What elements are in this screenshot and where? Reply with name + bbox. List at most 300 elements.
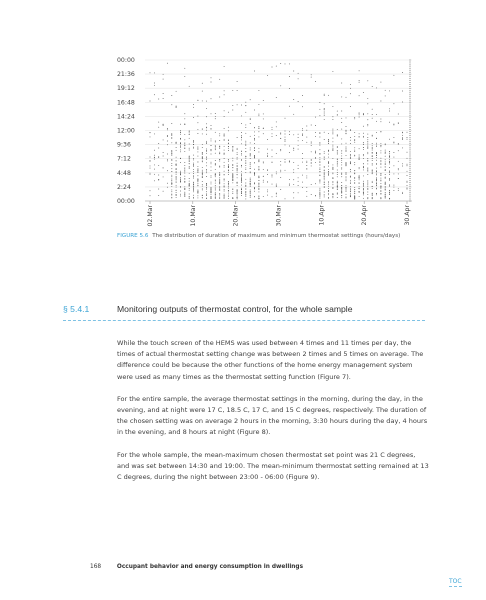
data-point	[180, 196, 181, 197]
data-point	[306, 165, 307, 166]
data-point	[163, 176, 164, 177]
data-point	[215, 180, 216, 181]
data-point	[241, 137, 242, 138]
data-point	[267, 181, 268, 182]
data-point	[376, 180, 377, 181]
data-point	[350, 176, 351, 177]
data-point	[224, 153, 225, 154]
data-point	[337, 194, 338, 195]
data-point	[276, 153, 277, 154]
data-point	[337, 172, 338, 173]
data-point	[206, 157, 207, 158]
data-point	[376, 171, 377, 172]
data-point	[372, 150, 373, 151]
data-point	[319, 159, 320, 160]
data-point	[389, 155, 390, 156]
data-point	[176, 185, 177, 186]
data-point	[219, 161, 220, 162]
data-point	[245, 195, 246, 196]
data-point	[298, 177, 299, 178]
data-point	[171, 133, 172, 134]
data-point	[328, 194, 329, 195]
data-point	[359, 158, 360, 159]
data-point	[298, 181, 299, 182]
data-point	[154, 155, 155, 156]
data-point	[324, 179, 325, 180]
data-point	[389, 192, 390, 193]
data-point	[180, 149, 181, 150]
data-point	[341, 118, 342, 119]
data-point	[367, 174, 368, 175]
data-point	[328, 186, 329, 187]
data-point	[176, 197, 177, 198]
data-point	[398, 123, 399, 124]
data-point	[380, 121, 381, 122]
data-point	[341, 187, 342, 188]
data-point	[367, 192, 368, 193]
data-point	[189, 159, 190, 160]
data-point	[346, 151, 347, 152]
data-point	[410, 184, 411, 185]
data-point	[245, 160, 246, 161]
data-point	[315, 132, 316, 133]
data-point	[193, 175, 194, 176]
data-point	[232, 150, 233, 151]
data-point	[367, 188, 368, 189]
data-point	[245, 141, 246, 142]
data-point	[228, 127, 229, 128]
data-point	[202, 133, 203, 134]
data-point	[158, 195, 159, 196]
data-point	[245, 179, 246, 180]
data-point	[410, 96, 411, 97]
data-point	[171, 168, 172, 169]
data-point	[228, 174, 229, 175]
data-point	[241, 159, 242, 160]
data-point	[298, 73, 299, 74]
data-point	[272, 67, 273, 68]
data-point	[367, 137, 368, 138]
data-point	[224, 110, 225, 111]
data-point	[367, 134, 368, 135]
data-point	[272, 175, 273, 176]
data-point	[363, 169, 364, 170]
data-point	[232, 189, 233, 190]
data-point	[167, 136, 168, 137]
data-point	[241, 188, 242, 189]
data-point	[285, 137, 286, 138]
data-point	[184, 170, 185, 171]
data-point	[324, 176, 325, 177]
x-tick-label: 10.Apr	[318, 205, 326, 226]
x-tick-label: 30.Apr	[404, 205, 411, 226]
data-point	[250, 158, 251, 159]
data-point	[215, 153, 216, 154]
data-point	[180, 162, 181, 163]
data-point	[228, 112, 229, 113]
data-point	[332, 178, 333, 179]
data-point	[410, 201, 411, 202]
data-point	[197, 166, 198, 167]
data-point	[359, 137, 360, 138]
data-point	[289, 106, 290, 107]
data-point	[393, 124, 394, 125]
data-point	[328, 140, 329, 141]
data-point	[319, 132, 320, 133]
data-point	[254, 131, 255, 132]
data-point	[219, 177, 220, 178]
data-point	[324, 174, 325, 175]
data-point	[276, 97, 277, 98]
data-point	[219, 146, 220, 147]
data-point	[372, 147, 373, 148]
data-point	[376, 164, 377, 165]
data-point	[150, 101, 151, 102]
data-point	[258, 185, 259, 186]
data-point	[289, 184, 290, 185]
data-point	[341, 169, 342, 170]
data-point	[410, 176, 411, 177]
data-point	[280, 85, 281, 86]
data-point	[163, 156, 164, 157]
data-point	[410, 123, 411, 124]
data-point	[319, 145, 320, 146]
data-point	[289, 131, 290, 132]
data-point	[337, 170, 338, 171]
data-point	[393, 187, 394, 188]
data-point	[250, 155, 251, 156]
data-point	[228, 143, 229, 144]
data-point	[219, 175, 220, 176]
data-point	[245, 185, 246, 186]
data-point	[311, 143, 312, 144]
data-point	[171, 191, 172, 192]
data-point	[332, 169, 333, 170]
data-point	[189, 138, 190, 139]
data-point	[350, 193, 351, 194]
data-point	[224, 134, 225, 135]
data-point	[154, 85, 155, 86]
data-point	[319, 162, 320, 163]
data-point	[202, 153, 203, 154]
data-point	[346, 180, 347, 181]
data-point	[311, 151, 312, 152]
data-point	[410, 188, 411, 189]
data-point	[380, 167, 381, 168]
data-point	[376, 132, 377, 133]
data-point	[215, 185, 216, 186]
data-point	[211, 194, 212, 195]
data-point	[346, 185, 347, 186]
data-point	[206, 187, 207, 188]
data-point	[350, 176, 351, 177]
data-point	[337, 186, 338, 187]
data-point	[184, 148, 185, 149]
data-point	[359, 167, 360, 168]
data-point	[184, 142, 185, 143]
data-point	[215, 187, 216, 188]
data-point	[328, 143, 329, 144]
data-point	[167, 144, 168, 145]
data-point	[193, 198, 194, 199]
data-point	[241, 182, 242, 183]
data-point	[176, 91, 177, 92]
data-point	[184, 165, 185, 166]
data-point	[245, 127, 246, 128]
data-point	[293, 99, 294, 100]
data-point	[254, 196, 255, 197]
data-point	[232, 165, 233, 166]
data-point	[350, 155, 351, 156]
data-point	[367, 113, 368, 114]
data-point	[258, 177, 259, 178]
data-point	[332, 133, 333, 134]
data-point	[250, 186, 251, 187]
data-point	[211, 166, 212, 167]
data-point	[332, 131, 333, 132]
data-point	[376, 143, 377, 144]
data-point	[158, 99, 159, 100]
data-point	[337, 114, 338, 115]
data-point	[319, 194, 320, 195]
section-number: § 5.4.1	[63, 304, 90, 314]
data-point	[315, 125, 316, 126]
data-point	[206, 176, 207, 177]
data-point	[350, 157, 351, 158]
data-point	[385, 153, 386, 154]
data-point	[354, 182, 355, 183]
data-point	[346, 188, 347, 189]
data-point	[385, 174, 386, 175]
data-point	[180, 194, 181, 195]
data-point	[324, 132, 325, 133]
data-point	[263, 176, 264, 177]
data-point	[272, 184, 273, 185]
data-point	[328, 169, 329, 170]
data-point	[315, 151, 316, 152]
data-point	[319, 182, 320, 183]
data-point	[202, 170, 203, 171]
data-point	[306, 169, 307, 170]
data-point	[158, 157, 159, 158]
data-point	[241, 179, 242, 180]
data-point	[319, 143, 320, 144]
data-point	[306, 191, 307, 192]
data-point	[285, 139, 286, 140]
data-point	[407, 181, 408, 182]
data-point	[350, 169, 351, 170]
data-point	[219, 183, 220, 184]
data-point	[319, 142, 320, 143]
data-point	[280, 138, 281, 139]
data-point	[302, 135, 303, 136]
data-point	[337, 154, 338, 155]
data-point	[407, 185, 408, 186]
data-point	[389, 193, 390, 194]
data-point	[189, 157, 190, 158]
data-point	[328, 133, 329, 134]
data-point	[346, 191, 347, 192]
data-point	[410, 156, 411, 157]
toc-link[interactable]: TOC	[449, 578, 462, 585]
data-point	[302, 106, 303, 107]
data-point	[311, 184, 312, 185]
data-point	[363, 198, 364, 199]
data-point	[215, 145, 216, 146]
data-point	[180, 171, 181, 172]
data-point	[359, 183, 360, 184]
data-point	[410, 127, 411, 128]
data-point	[293, 148, 294, 149]
data-point	[410, 149, 411, 150]
data-point	[250, 154, 251, 155]
data-point	[341, 174, 342, 175]
data-point	[272, 156, 273, 157]
data-point	[228, 166, 229, 167]
data-point	[367, 80, 368, 81]
data-point	[184, 151, 185, 152]
data-point	[250, 147, 251, 148]
data-point	[285, 198, 286, 199]
data-point	[241, 155, 242, 156]
data-point	[241, 179, 242, 180]
data-point	[328, 162, 329, 163]
data-point	[258, 183, 259, 184]
data-point	[176, 164, 177, 165]
data-point	[363, 113, 364, 114]
x-tick-label: 30.Mar	[275, 205, 283, 227]
data-point	[367, 194, 368, 195]
data-point	[263, 169, 264, 170]
data-point	[385, 166, 386, 167]
data-point	[367, 124, 368, 125]
data-point	[197, 161, 198, 162]
data-point	[197, 116, 198, 117]
data-point	[337, 185, 338, 186]
data-point	[402, 192, 403, 193]
data-point	[150, 168, 151, 169]
data-point	[410, 194, 411, 195]
data-point	[241, 123, 242, 124]
data-point	[363, 142, 364, 143]
data-point	[337, 161, 338, 162]
data-point	[354, 118, 355, 119]
data-point	[193, 155, 194, 156]
data-point	[171, 153, 172, 154]
data-point	[219, 195, 220, 196]
data-point	[410, 178, 411, 179]
data-point	[206, 162, 207, 163]
data-point	[389, 180, 390, 181]
data-point	[202, 184, 203, 185]
data-point	[363, 137, 364, 138]
data-point	[410, 160, 411, 161]
data-point	[363, 114, 364, 115]
data-point	[385, 170, 386, 171]
data-point	[410, 76, 411, 77]
data-point	[206, 184, 207, 185]
data-point	[359, 82, 360, 83]
data-point	[410, 84, 411, 85]
data-point	[250, 172, 251, 173]
data-point	[354, 196, 355, 197]
data-point	[228, 196, 229, 197]
figure-caption-text: The distribution of duration of maximum and minimum thermostat settings (hours/days)	[152, 233, 401, 239]
data-point	[354, 147, 355, 148]
data-point	[193, 187, 194, 188]
data-point	[376, 157, 377, 158]
data-point	[380, 160, 381, 161]
data-point	[254, 148, 255, 149]
data-point	[350, 106, 351, 107]
data-point	[367, 186, 368, 187]
data-point	[211, 192, 212, 193]
y-tick-label: 19:12	[117, 85, 135, 93]
data-point	[293, 179, 294, 180]
data-point	[337, 147, 338, 148]
data-point	[410, 80, 411, 81]
data-point	[328, 157, 329, 158]
data-point	[184, 186, 185, 187]
data-point	[211, 162, 212, 163]
data-point	[350, 93, 351, 94]
data-point	[367, 168, 368, 169]
data-point	[180, 178, 181, 179]
data-point	[211, 197, 212, 198]
data-point	[219, 193, 220, 194]
data-point	[389, 163, 390, 164]
data-point	[176, 160, 177, 161]
data-point	[237, 197, 238, 198]
data-point	[354, 155, 355, 156]
data-point	[254, 158, 255, 159]
data-point	[389, 171, 390, 172]
data-point	[193, 117, 194, 118]
data-point	[193, 159, 194, 160]
data-point	[341, 96, 342, 97]
data-point	[254, 110, 255, 111]
data-point	[410, 117, 411, 118]
data-point	[232, 167, 233, 168]
data-point	[328, 154, 329, 155]
data-point	[372, 135, 373, 136]
data-point	[197, 185, 198, 186]
data-point	[189, 163, 190, 164]
data-point	[376, 114, 377, 115]
data-point	[350, 151, 351, 152]
data-point	[245, 112, 246, 113]
data-point	[206, 143, 207, 144]
data-point	[154, 159, 155, 160]
data-point	[350, 154, 351, 155]
data-point	[184, 188, 185, 189]
y-tick-label: 4:48	[117, 169, 131, 177]
data-point	[385, 182, 386, 183]
data-point	[228, 188, 229, 189]
data-point	[211, 175, 212, 176]
data-point	[232, 198, 233, 199]
data-point	[289, 185, 290, 186]
data-point	[389, 185, 390, 186]
data-point	[206, 194, 207, 195]
data-point	[389, 184, 390, 185]
data-point	[354, 117, 355, 118]
data-point	[219, 153, 220, 154]
data-point	[171, 154, 172, 155]
data-point	[224, 136, 225, 137]
data-point	[341, 197, 342, 198]
data-point	[324, 153, 325, 154]
